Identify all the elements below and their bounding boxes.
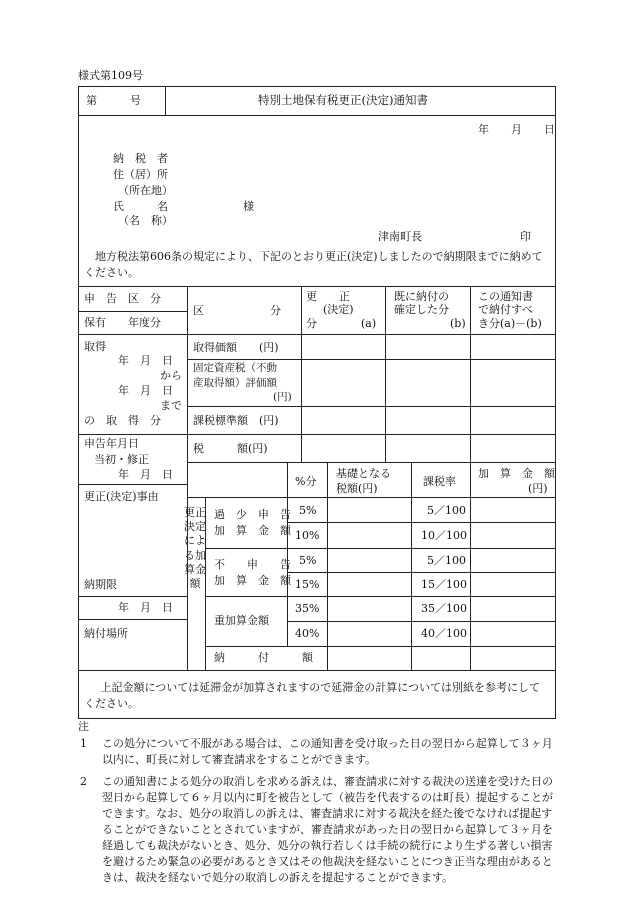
decision-col-header: (決定) (323, 303, 354, 316)
tax-rate-header: 課税率 (423, 475, 456, 488)
payment-due-ymd: 年 月 日 (118, 601, 173, 614)
note-text: この処分について不服がある場合は、この通知書を受け取った日の翌日から起算して３ヶ月以内に、町長に対して審査請求をすることができます。 (102, 737, 553, 766)
base-amount-header: 基礎となる (336, 467, 391, 480)
late-fee-note: 上記金額については延滞金が加算されますので延滞金の計算については別紙を参考にしてください。 (84, 681, 541, 710)
col-a-label: 分 (a) (306, 317, 377, 330)
note-text: この通知書による処分の取消しを求める訴えは、審査請求に対する裁決の送達を受けた日の翌日から起算して６ヶ月以内に町を被告として（被告を代表するのは町長）提起することができます。なお、処分の取消しの訴えは、審査請求に対する裁決を経た後でなければ提起することができないこととされていますが、審査請求があった日の翌日から起算して３ヶ月を経過しても裁決がないとき、処分、処分の執行若しくは手続の続行により生ずる著しい損害を避けるため緊急の必要があるとき又はその他裁決を経ないことにつき正当な理由があるときは、裁決を経ないで処分の取消しの訴えを提起することができます。 (102, 774, 553, 884)
divider (78, 115, 556, 116)
added-amount-unit: (円) (528, 482, 548, 495)
row-percent: 10% (295, 529, 320, 542)
row-rate: 15／100 (421, 578, 467, 591)
fixed-asset-label-2: 産取得額）評価額 (193, 377, 277, 389)
tax-amount-label: 税 額(円) (193, 442, 268, 455)
taxpayer-label: 納 税 者 (113, 152, 168, 165)
paid-col-header: 既に納付の (394, 290, 449, 303)
percent-col-header: %分 (295, 475, 317, 488)
vertical-penalty-label: 更正決定による加算金額 (184, 506, 206, 591)
due-col-header-2: で納付すべ (478, 303, 533, 316)
col-b-label: (b) (450, 317, 466, 330)
note-item (80, 736, 558, 768)
under-declaration-label-1: 過 少 申 告 (214, 508, 291, 521)
notes-list (80, 736, 558, 891)
row-rate: 10／100 (421, 529, 467, 542)
notice-number-label: 第 号 (86, 94, 141, 107)
holding-year-label: 保有 年度分 (84, 316, 161, 329)
divider (165, 86, 166, 115)
payment-due-label: 納期限 (84, 578, 117, 591)
name-label: 氏 名 (113, 200, 168, 213)
category-label: 区 分 (193, 304, 281, 317)
correction-col-header: 更 正 (306, 290, 350, 303)
seal-mark: 印 (520, 230, 531, 243)
added-amount-header: 加 算 金 額 (478, 467, 555, 480)
row-percent: 15% (295, 578, 320, 591)
declaration-category-label: 申 告 区 分 (84, 292, 161, 305)
row-percent: 40% (295, 627, 320, 640)
form-title: 特別土地保有税更正(決定)通知書 (258, 93, 428, 107)
acquisition-from-date: 年 月 日 (118, 354, 173, 367)
issue-date: 年 月 日 (478, 123, 555, 136)
heavy-penalty-label: 重加算金額 (214, 614, 269, 627)
corp-name-label: （名 称） (118, 214, 173, 227)
row-rate: 5／100 (427, 554, 466, 567)
from-label: から (160, 369, 182, 382)
honorific: 様 (243, 200, 254, 213)
note-number: 1 (80, 737, 87, 750)
correction-reason-label: 更正(決定)事由 (84, 490, 159, 503)
row-rate: 5／100 (427, 504, 466, 517)
paid-col-header-2: 確定した分 (394, 303, 449, 316)
declaration-date-label: 申告年月日 (84, 437, 139, 450)
fixed-asset-label-3: (円) (273, 391, 292, 403)
declaration-ymd: 年 月 日 (118, 468, 173, 481)
tax-base-label: 課税標準額 (円) (193, 414, 279, 427)
address-label: 住（居）所 (113, 168, 168, 181)
issuer-name: 津南町長 (378, 230, 422, 243)
acquisition-price-label: 取得価額 (円) (193, 341, 279, 354)
initial-correction-label: 当初・修正 (94, 453, 149, 466)
until-label: まで (160, 399, 182, 412)
intro-text: 地方税法第606条の規定により、下記のとおり更正(決定)しましたので納期限までに納めてください。 (84, 250, 543, 279)
no-declaration-label-1: 不 申 告 (214, 558, 291, 571)
no-declaration-label-2: 加 算 金 額 (214, 574, 291, 587)
payment-place-label: 納付場所 (84, 627, 128, 640)
due-col-header: この通知書 (478, 290, 533, 303)
row-rate: 35／100 (421, 602, 467, 615)
acquisition-to-date: 年 月 日 (118, 384, 173, 397)
location-label: （所在地） (118, 184, 173, 197)
form-number: 様式第109号 (78, 69, 143, 82)
note-number: 2 (80, 774, 87, 788)
base-amount-header-2: 税額(円) (336, 482, 378, 495)
under-declaration-label-2: 加 算 金 額 (214, 524, 291, 537)
acquisition-label: 取得 (84, 340, 106, 353)
paid-amount-label: 納 付 額 (214, 651, 313, 664)
note-item (80, 774, 558, 886)
row-percent: 5% (299, 554, 317, 567)
acquisition-portion-label: の 取 得 分 (84, 414, 161, 427)
row-percent: 5% (299, 504, 317, 517)
due-col-header-3: き分(a)－(b) (478, 317, 542, 330)
notes-heading: 注 (78, 720, 89, 733)
row-percent: 35% (295, 602, 320, 615)
row-rate: 40／100 (421, 627, 467, 640)
fixed-asset-label-1: 固定資産税（不動 (193, 362, 277, 374)
